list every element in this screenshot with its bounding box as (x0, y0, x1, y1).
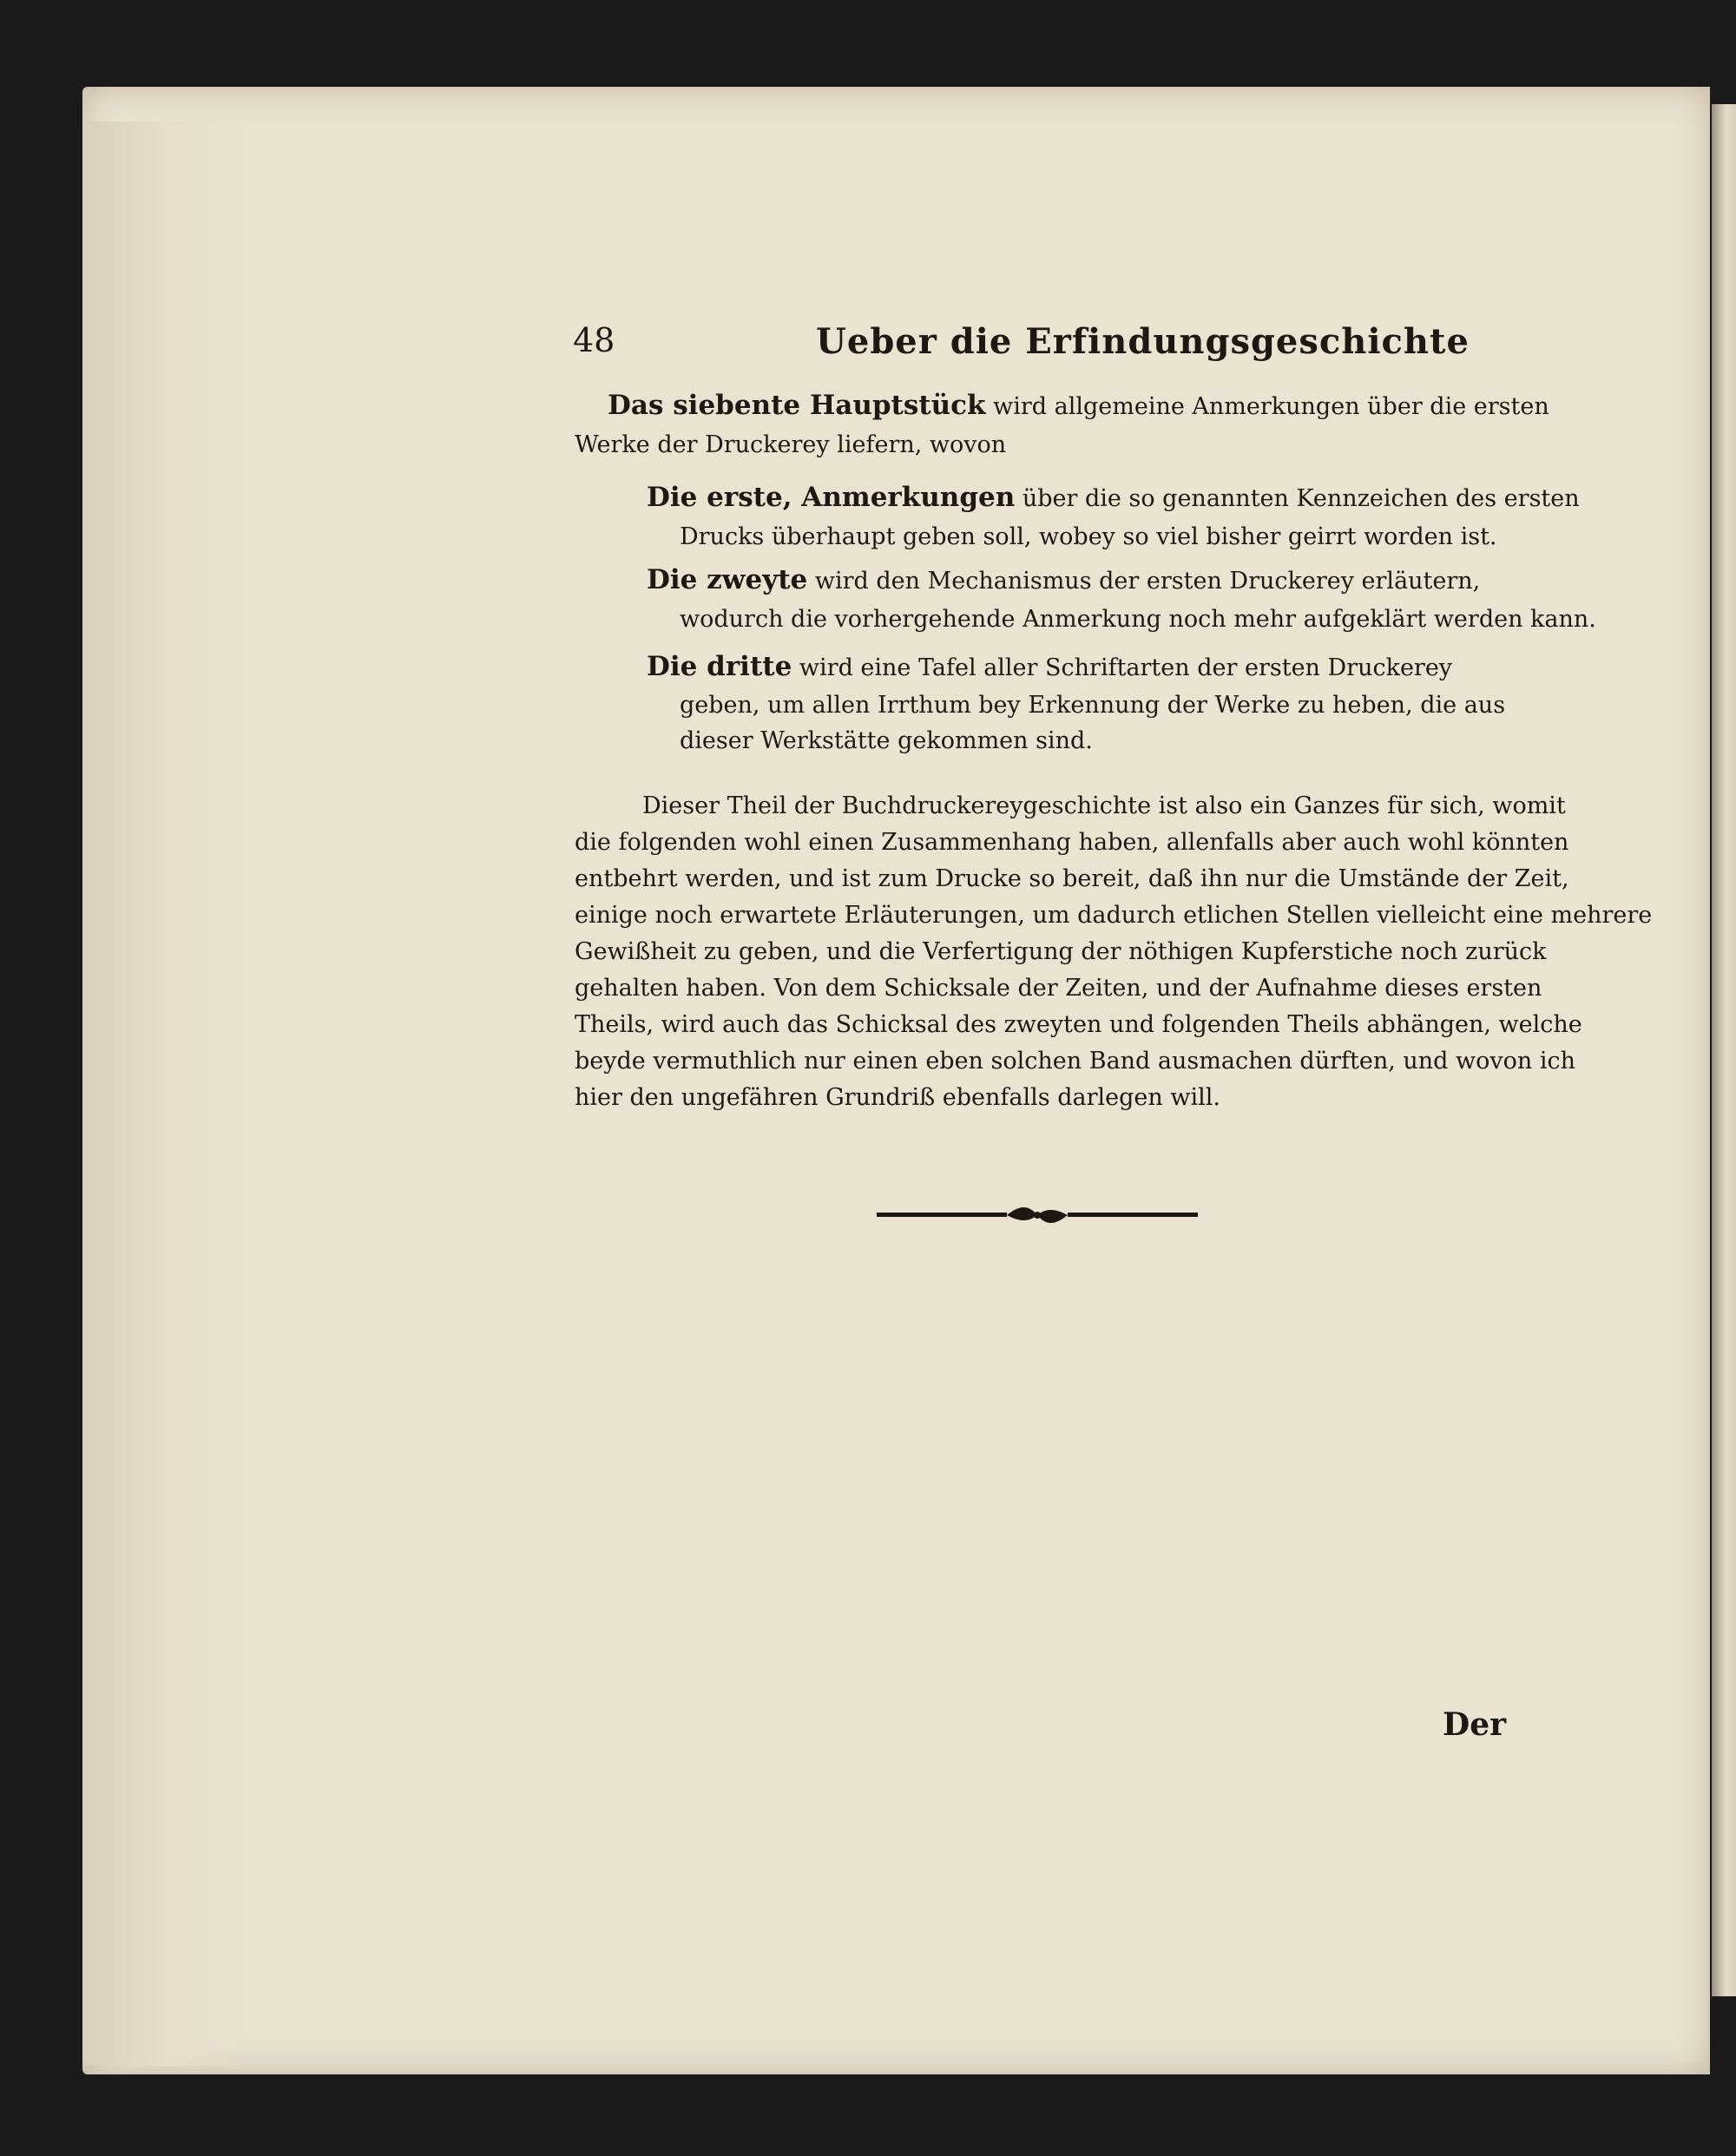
paragraph-line: Dieser Theil der Buchdruckereygeschichte ist also ein Ganzes für sich, womit (642, 792, 1566, 819)
paragraph-line: beyde vermuthlich nur einen eben solchen Band ausmachen dürften, und wovon ich (575, 1048, 1576, 1075)
paragraph-line: einige noch erwartete Erläuterungen, um dadurch etlichen Stellen vielleicht eine mehrere (575, 902, 1653, 929)
item-2-line-1 (647, 562, 1480, 599)
item-1-line-1-text: über die so genannten Kennzeichen des ersten (1015, 485, 1580, 512)
item-1-line-1 (647, 480, 1580, 516)
item-1-line-2: Drucks überhaupt geben soll, wobey so viel bisher geirrt worden ist. (680, 523, 1497, 550)
intro-line-1-text: wird allgemeine Anmerkungen über die ersten (985, 393, 1549, 420)
item-2-line-1-text: wird den Mechanismus der ersten Druckerey erläutern, (807, 568, 1481, 595)
page-header (573, 321, 1510, 382)
item-3-line-1-text: wird eine Tafel aller Schriftarten der ersten Druckerey (792, 654, 1453, 681)
paragraph-line: Gewißheit zu geben, und die Verfertigung der nöthigen Kupferstiche noch zurück (575, 938, 1547, 965)
page-number: 48 (573, 321, 615, 359)
item-3-heading: Die dritte (647, 651, 792, 682)
decorative-rule-icon (877, 1205, 1198, 1226)
item-2-heading: Die zweyte (647, 564, 808, 595)
paragraph-line: die folgenden wohl einen Zusammenhang haben, allenfalls aber auch wohl könnten (575, 829, 1569, 856)
paragraph-line: entbehrt werden, und ist zum Drucke so bereit, daß ihn nur die Umstände der Zeit, (575, 865, 1569, 892)
paragraph-line: gehalten haben. Von dem Schicksale der Zeiten, und der Aufnahme dieses ersten (575, 975, 1542, 1002)
intro-heading: Das siebente Hauptstück (608, 390, 986, 421)
item-3-line-3: dieser Werkstätte gekommen sind. (680, 727, 1093, 754)
catchword: Der (1443, 1706, 1507, 1743)
item-1-heading: Die erste, Anmerkungen (647, 482, 1016, 513)
item-2-line-2: wodurch die vorhergehende Anmerkung noch mehr aufgeklärt werden kann. (680, 606, 1596, 633)
item-3-line-1 (647, 649, 1452, 686)
intro-line-2: Werke der Druckerey liefern, wovon (575, 431, 1007, 458)
intro-line-1 (608, 388, 1549, 424)
paragraph-line: hier den ungefähren Grundriß ebenfalls darlegen will. (575, 1084, 1220, 1111)
item-3-line-2: geben, um allen Irrthum bey Erkennung der Werke zu heben, die aus (680, 692, 1506, 719)
running-title: Ueber die Erfindungsgeschichte (816, 321, 1470, 362)
facing-page-edge (1712, 104, 1736, 1996)
paragraph-line: Theils, wird auch das Schicksal des zweyten und folgenden Theils abhängen, welche (575, 1011, 1582, 1038)
page-edge (82, 122, 247, 2066)
